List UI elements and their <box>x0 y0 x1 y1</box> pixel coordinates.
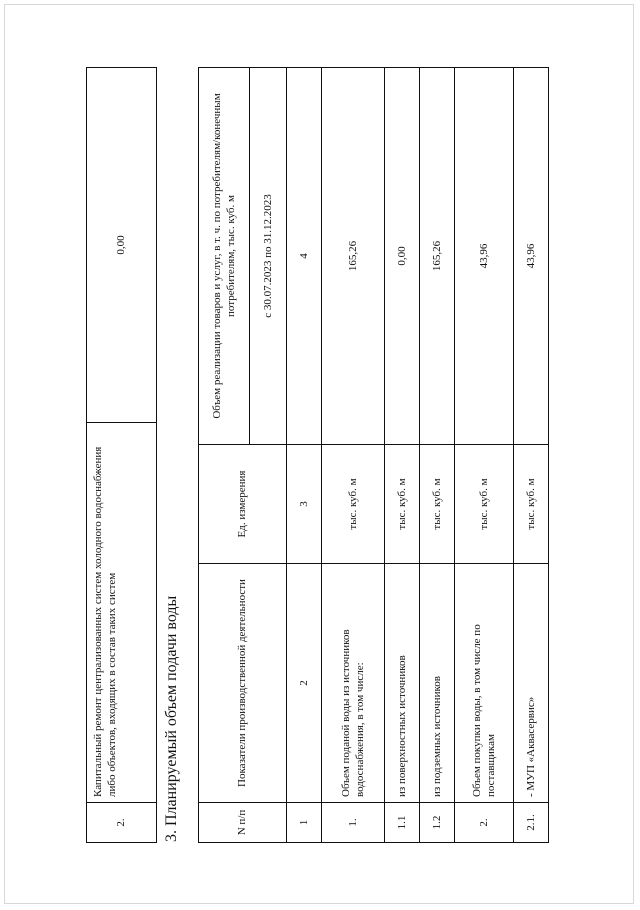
row-value: 165,26 <box>420 68 455 445</box>
row-value: 165,26 <box>322 68 385 445</box>
row-indicator: из подземных источников <box>420 564 455 803</box>
row-number: 2. <box>455 803 514 843</box>
row-value: 0,00 <box>385 68 420 445</box>
row-unit: тыс. куб. м <box>420 445 455 564</box>
row-description: Капитальный ремонт централизованных систем холодного водоснабжения либо объектов, входящих в состав таких систем <box>87 423 157 803</box>
row-value: 43,96 <box>514 68 549 445</box>
index-cell: 1 <box>287 803 322 843</box>
header-unit: Ед. измерения <box>199 445 287 564</box>
row-indicator: из поверхностных источников <box>385 564 420 803</box>
index-cell: 4 <box>287 68 322 445</box>
table-row <box>514 68 549 843</box>
row-number: 1.2 <box>420 803 455 843</box>
header-indicator: Показатели производственной деятельности <box>199 564 287 803</box>
index-cell: 3 <box>287 445 322 564</box>
header-row <box>199 68 250 843</box>
row-number: 2. <box>87 803 157 843</box>
capital-repair-table <box>86 67 157 843</box>
row-number: 1.1 <box>385 803 420 843</box>
row-indicator: Объем поданой воды из источников водоснабжения, в том числе: <box>322 564 385 803</box>
section-heading: 3. Планируемый объем подачи воды <box>163 595 180 842</box>
row-number: 1. <box>322 803 385 843</box>
header-volume: Объем реализации товаров и услуг, в т. ч. по потребителям/конечным потребителям, тыс. куб. м <box>199 68 250 445</box>
row-value: 0,00 <box>87 68 157 423</box>
table-row <box>322 68 385 843</box>
table-row <box>420 68 455 843</box>
row-number: 2.1. <box>514 803 549 843</box>
row-unit: тыс. куб. м <box>322 445 385 564</box>
row-value: 43,96 <box>455 68 514 445</box>
row-indicator: - МУП «Аквасервис» <box>514 564 549 803</box>
row-unit: тыс. куб. м <box>455 445 514 564</box>
water-supply-table <box>198 67 549 843</box>
table-row <box>455 68 514 843</box>
table-row <box>385 68 420 843</box>
column-index-row <box>287 68 322 843</box>
row-indicator: Объем покупки воды, в том числе по поставщикам <box>455 564 514 803</box>
row-unit: тыс. куб. м <box>514 445 549 564</box>
header-num: N п/п <box>199 803 287 843</box>
table-row <box>87 68 157 843</box>
row-unit: тыс. куб. м <box>385 445 420 564</box>
header-period: с 30.07.2023 по 31.12.2023 <box>250 68 287 445</box>
index-cell: 2 <box>287 564 322 803</box>
